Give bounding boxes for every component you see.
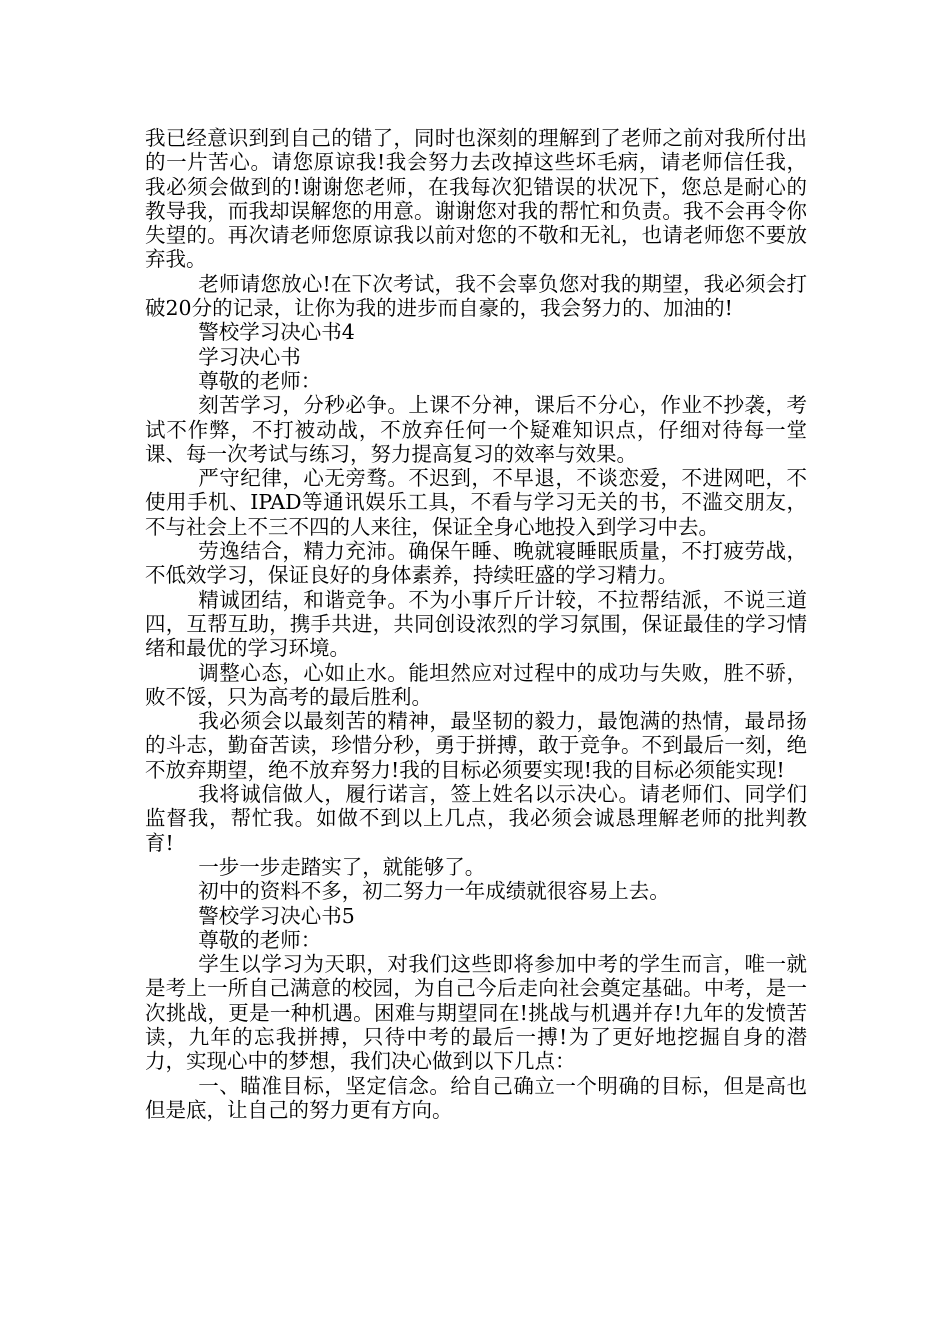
paragraph-exam-challenge: 学生以学习为天职，对我们这些即将参加中考的学生而言，唯一就是考上一所自己满意的校园，为自己今后走向社会奠定基础。中考，是一次挑战，更是一种机遇。困难与期望同在!挑战与机遇并存!九年的发愤苦读，九年的忘我拼搏，只待中考的最后一搏!为了更好地挖掘自身的潜力，实现心中的梦想，我们决心做到以下几点： <box>145 952 807 1074</box>
salutation: 尊敬的老师： <box>198 368 322 393</box>
paragraph-balance: 劳逸结合，精力充沛。确保午睡、晚就寝睡眠质量，不打疲劳战，不低效学习，保证良好的身体素养，持续旺盛的学习精力。 <box>145 539 807 588</box>
paragraph-step-by-step: 一步一步走踏实了，就能够了。 <box>198 854 486 879</box>
subtitle-study-pledge: 学习决心书 <box>198 344 301 369</box>
paragraph-junior-high: 初中的资料不多，初二努力一年成绩就很容易上去。 <box>198 879 670 904</box>
paragraph-goal: 一、瞄准目标，坚定信念。给自己确立一个明确的目标，但是高也但是底，让自己的努力更有方向。 <box>145 1073 807 1122</box>
paragraph-hard-study: 刻苦学习，分秒必争。上课不分神，课后不分心，作业不抄袭，考试不作弊，不打被动战，不放弃任何一个疑难知识点，仔细对待每一堂课、每一次考试与练习，努力提高复习的效率与效果。 <box>145 393 807 466</box>
salutation-2: 尊敬的老师： <box>198 927 322 952</box>
document-page <box>145 126 807 1122</box>
paragraph-determination: 我必须会以最刻苦的精神，最坚韧的毅力，最饱满的热情，最昂扬的斗志，勤奋苦读，珍惜分秒，勇于拼搏，敢于竞争。不到最后一刻，绝不放弃期望，绝不放弃努力!我的目标必须要实现!我的目标必须能实现! <box>145 709 807 782</box>
section-title-4: 警校学习决心书4 <box>198 320 355 345</box>
paragraph-integrity: 我将诚信做人，履行诺言，签上姓名以示决心。请老师们、同学们监督我，帮忙我。如做不到以上几点，我必须会诚恳理解老师的批判教育! <box>145 782 807 855</box>
paragraph-discipline: 严守纪律，心无旁骛。不迟到，不早退，不谈恋爱，不进网吧，不使用手机、IPAD等通讯娱乐工具，不看与学习无关的书，不滥交朋友，不与社会上不三不四的人来往，保证全身心地投入到学习中去。 <box>145 466 807 539</box>
paragraph-promise: 老师请您放心!在下次考试，我不会辜负您对我的期望，我必须会打破20分的记录，让你为我的进步而自豪的，我会努力的、加油的! <box>145 271 807 321</box>
paragraph-apology: 我已经意识到到自己的错了，同时也深刻的理解到了老师之前对我所付出的一片苦心。请您原谅我!我会努力去改掉这些坏毛病，请老师信任我，我必须会做到的!谢谢您老师，在我每次犯错误的状况下，您总是耐心的教导我，而我却误解您的用意。谢谢您对我的帮忙和负责。我不会再令你失望的。再次请老师您原谅我以前对您的不敬和无礼，也请老师您不要放弃我。 <box>145 126 807 272</box>
section-title-5: 警校学习决心书5 <box>198 903 355 928</box>
paragraph-mindset: 调整心态，心如止水。能坦然应对过程中的成功与失败，胜不骄，败不馁，只为高考的最后胜利。 <box>145 660 807 709</box>
paragraph-unity: 精诚团结，和谐竞争。不为小事斤斤计较，不拉帮结派，不说三道四，互帮互助，携手共进，共同创设浓烈的学习氛围，保证最佳的学习情绪和最优的学习环境。 <box>145 587 807 661</box>
